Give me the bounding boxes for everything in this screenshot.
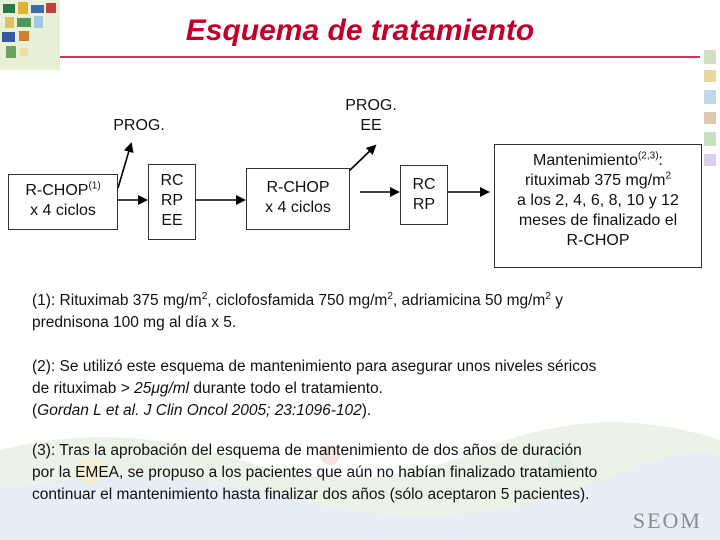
rchop-initial-box: R-CHOP$^{(1)}$ x 4 ciclos [8,174,118,230]
prog-ee-label: PROG. EE [345,97,397,134]
mosaic-strip-decoration [700,40,720,190]
page-title: Esquema de tratamiento [185,14,535,47]
response-box-1: RC RP EE [148,164,196,240]
arrow-box3-to-prog-ee [348,146,375,172]
footnote-2: (2): Se utilizó este esquema de mantenimiento para asegurar unos niveles séricos de rituximab > 25μg/ml durante todo el tratamiento. (Gordan L et al. J Clin Oncol 2005; 23:1096-102). [32,358,597,419]
footnote-1: (1): Rituximab 375 $mg/m^2$, ciclofosfamida 750 $mg/m^2$, adriamicina 50 $mg/m^2$ y prednisona 100 mg al día x 5. [32,290,563,331]
arrow-box1-to-prog [118,144,131,188]
title-divider [60,56,700,58]
seom-logo: SEOM [632,508,702,533]
footnote-3: (3): Tras la aprobación del esquema de mantenimiento de dos años de duración por la EMEA, se propuso a los pacientes que aún no habían finalizado tratamiento continuar el mantenimiento hasta finalizar dos años (sólo aceptaron 5 pacientes). [32,442,598,503]
maintenance-box: Mantenimiento$^{(2,3)}$: rituximab 375 $mg/m^2$ a los 2, 4, 6, 8, 10 y 12 meses de finalizado el R-CHOP [494,144,702,268]
prog-label-left: PROG. [113,117,165,134]
response-box-2: RC RP [400,165,448,225]
rchop-second-box: R-CHOP x 4 ciclos [246,168,350,230]
